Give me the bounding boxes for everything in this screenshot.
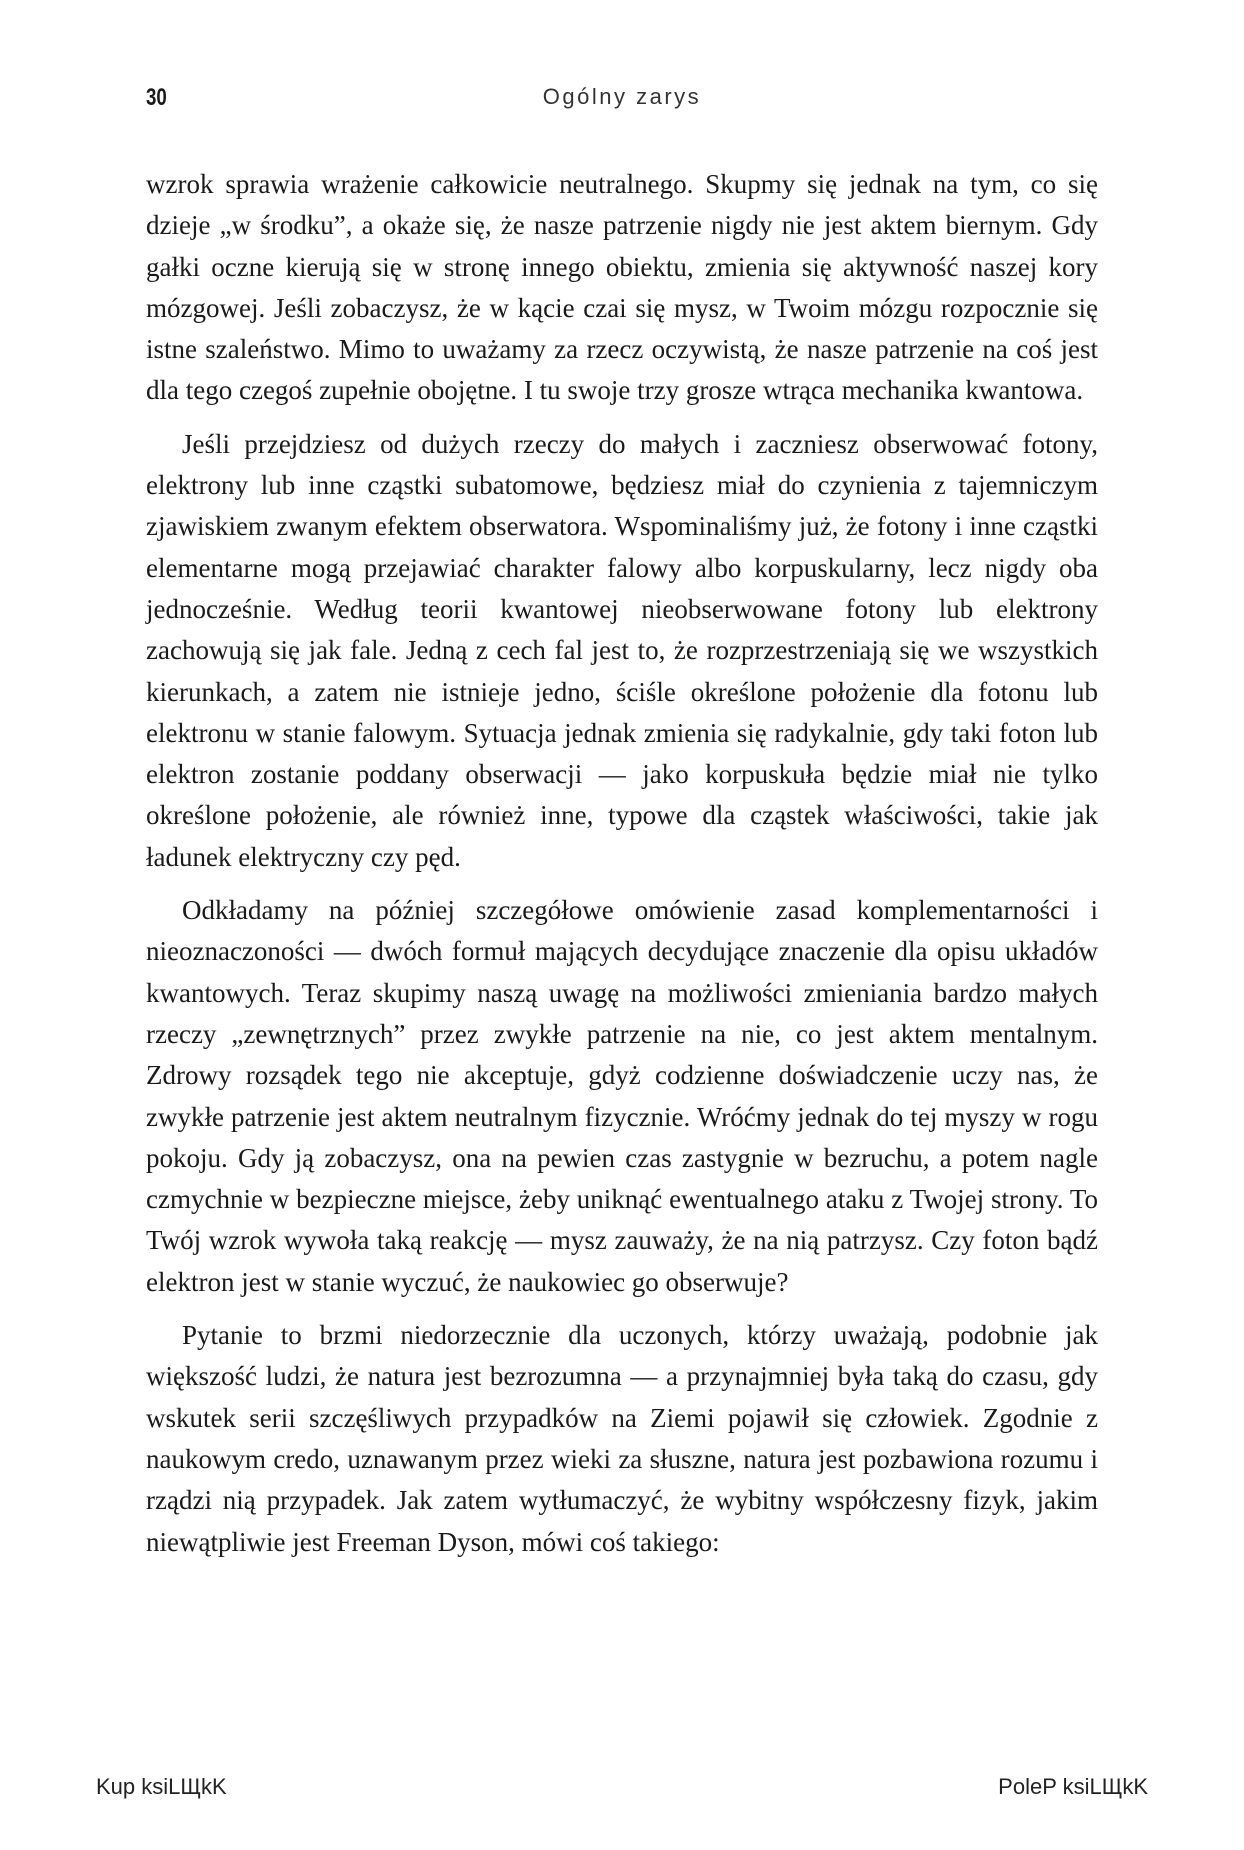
paragraph: Pytanie to brzmi niedorzecznie dla uczonych, którzy uważają, podobnie jak większość ludzi, że natura jest bezrozumna — a przynajmniej była taką do czasu, gdy wskutek serii szczęśliwych przypadków na Ziemi pojawił się człowiek. Zgodnie z naukowym credo, uznawanym przez wieki za słuszne, natura jest pozbawiona rozumu i rządzi nią przypadek. Jak zatem wytłumaczyć, że wybitny współczesny fizyk, jakim niewątpliwie jest Freeman Dyson, mówi coś takiego: [146, 1320, 1098, 1557]
paragraph: Odkładamy na później szczegółowe omówienie zasad komplementarności i nieoznaczoności — dwóch formuł mających decydujące znaczenie dla opisu układów kwantowych. Teraz skupimy naszą uwagę na możliwości zmieniania bardzo małych rzeczy „zewnętrznych” przez zwykłe patrzenie na nie, co jest aktem mentalnym. Zdrowy rozsądek tego nie akceptuje, gdyż codzienne doświadczenie uczy nas, że zwykłe patrzenie jest aktem neutralnym fizycznie. Wróćmy jednak do tej myszy w rogu pokoju. Gdy ją zobaczysz, ona na pewien czas zastygnie w bezruchu, a potem nagle czmychnie w bezpieczne miejsce, żeby uniknąć ewentualnego ataku z Twojej strony. To Twój wzrok wywoła taką reakcję — mysz zauważy, że na nią patrzysz. Czy foton bądź elektron jest w stanie wyczuć, że naukowiec go obserwuje? [146, 895, 1098, 1297]
paragraph: Jeśli przejdziesz od dużych rzeczy do małych i zaczniesz obserwować fotony, elektrony lub inne cząstki subatomowe, będziesz miał do czynienia z tajemniczym zjawiskiem zwanym efektem obserwatora. Wspominaliśmy już, że fotony i inne cząstki elementarne mogą przejawiać charakter falowy albo korpuskularny, lecz nigdy oba jednocześnie. Według teorii kwantowej nieobserwowane fotony lub elektrony zachowują się jak fale. Jedną z cech fal jest to, że rozprzestrzeniają się we wszystkich kierunkach, a zatem nie istnieje jedno, ściśle określone położenie dla fotonu lub elektronu w stanie falowym. Sytuacja jednak zmienia się radykalnie, gdy taki foton lub elektron zostanie poddany obserwacji — jako korpuskuła będzie miał nie tylko określone położenie, ale również inne, typowe dla cząstek właściwości, takie jak ładunek elektryczny czy pęd. [146, 428, 1098, 872]
body-text [146, 164, 1098, 1575]
running-title: Ogólny zarys [542, 84, 702, 109]
page-number: 30 [146, 84, 167, 111]
recommend-book-link[interactable]: PoleP ksiLЩkK [998, 1774, 1148, 1799]
paragraph: wzrok sprawia wrażenie całkowicie neutralnego. Skupmy się jednak na tym, co się dzieje „w środku”, a okaże się, że nasze patrzenie nigdy nie jest aktem biernym. Gdy gałki oczne kierują się w stronę innego obiektu, zmienia się aktywność naszej kory mózgowej. Jeśli zobaczysz, że w kącie czai się mysz, w Twoim mózgu rozpocznie się istne szaleństwo. Mimo to uważamy za rzecz oczywistą, że nasze patrzenie na coś jest dla tego czegoś zupełnie obojętne. I tu swoje trzy grosze wtrąca mechanika kwantowa. [146, 169, 1098, 406]
page-footer [96, 1774, 1148, 1808]
buy-book-link[interactable]: Kup ksiLЩkK [96, 1774, 227, 1799]
page-header [146, 84, 1098, 120]
